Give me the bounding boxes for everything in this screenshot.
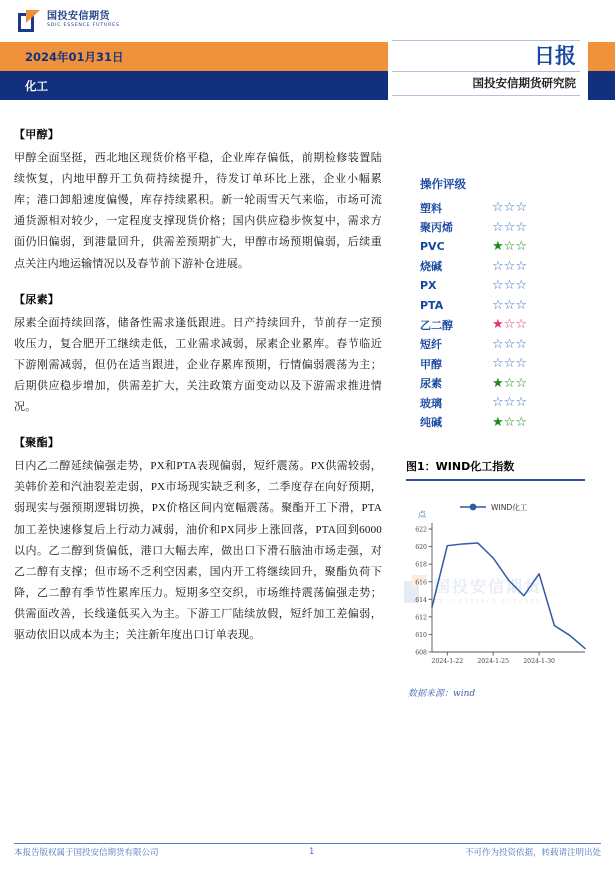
rating-stars (492, 240, 527, 253)
watermark-text-cn: 国投安信期货 (434, 577, 543, 596)
section-paragraph: 日内乙二醇延续偏强走势，PX和PTA表现偏弱，短纤震荡。PX供需较弱，美韩价差和汽油裂差走弱，PX市场现实缺乏利多，二季度存在向好预期，弱现实与强预期逻辑切换，PX价格区间内宽幅震荡。聚酯开工下滑，PTA加工差快速修复后上行动力减弱，油价和PX同步上涨回落，PTA回到6000以内。乙二醇到货偏低，港口大幅去库，做出口下滑石脑油市场走强，对乙二醇有支撑；但市场不乏利空因素，国内开工将继续回升，聚酯负荷下降，乙二醇有季节性累库压力。短期多空交织，市场维持震荡偏强走势；供需面改善，长线逢低买入为主。下游工厂陆续放假，短纤加工差偏弱，驱动依旧以成本为主；关注新年度出口订单表现。 (14, 460, 382, 642)
rating-row-pta (398, 296, 603, 316)
star-outline-icon: ☆ (515, 356, 527, 372)
header-rule-bottom (392, 95, 580, 96)
rating-row-短纤 (398, 335, 603, 355)
star-outline-icon: ☆ (503, 219, 516, 235)
rating-stars (492, 377, 527, 390)
star-outline-icon: ☆ (515, 200, 527, 216)
star-outline-icon: ☆ (503, 258, 516, 274)
star-outline-icon: ☆ (492, 278, 504, 294)
section-title: 【尿素】 (14, 293, 60, 306)
y-axis-tick-label: 614 (415, 596, 427, 604)
company-logo (18, 10, 120, 34)
x-axis-tick-label: 2024-1-30 (523, 657, 555, 665)
star-outline-icon: ☆ (503, 297, 516, 313)
rating-stars (492, 357, 527, 370)
rating-product-name: 乙二醇 (420, 318, 453, 332)
y-axis-tick-label: 618 (415, 561, 427, 569)
rating-stars (492, 260, 527, 273)
rating-stars (492, 299, 527, 312)
rating-row-甲醇 (398, 354, 603, 374)
star-outline-icon: ☆ (515, 317, 527, 333)
star-outline-icon: ☆ (515, 375, 527, 391)
chart-plot-area (398, 487, 593, 682)
rating-product-name: PVC (420, 240, 445, 254)
star-outline-icon: ☆ (503, 395, 516, 411)
star-filled-icon: ★ (492, 239, 504, 255)
category-bar (0, 71, 388, 100)
rating-product-name: PX (420, 279, 437, 293)
star-outline-icon: ☆ (515, 414, 527, 430)
logo-mark-icon (18, 10, 42, 34)
star-outline-icon: ☆ (503, 356, 516, 372)
rating-stars (492, 201, 527, 214)
star-filled-icon: ★ (492, 414, 504, 430)
y-axis-tick-label: 616 (415, 578, 427, 586)
report-date: 2024年01月31日 (25, 49, 124, 64)
star-outline-icon: ☆ (492, 336, 504, 352)
star-outline-icon: ☆ (503, 414, 516, 430)
y-axis-tick-label: 620 (415, 543, 427, 551)
star-outline-icon: ☆ (503, 200, 516, 216)
header-right-block (392, 40, 580, 96)
y-axis-unit-label: 点 (418, 509, 426, 519)
logo-name-cn: 国投安信期货 (47, 11, 110, 22)
y-axis-tick-label: 622 (415, 526, 427, 534)
rating-stars (492, 338, 527, 351)
section-urea (14, 291, 382, 419)
star-outline-icon: ☆ (503, 375, 516, 391)
rating-product-name: PTA (420, 298, 444, 312)
star-outline-icon: ☆ (492, 395, 504, 411)
chart-title-divider (406, 479, 585, 481)
star-outline-icon: ☆ (503, 317, 516, 333)
date-bar (0, 42, 388, 71)
star-outline-icon: ☆ (515, 395, 527, 411)
section-title: 【甲醇】 (14, 129, 60, 141)
star-outline-icon: ☆ (515, 278, 527, 294)
star-outline-icon: ☆ (503, 239, 516, 255)
rating-product-name: 纯碱 (420, 416, 442, 430)
star-outline-icon: ☆ (492, 356, 504, 372)
rating-stars (492, 279, 527, 292)
footer-copyright: 本报告版权属于国投安信期货有限公司 (14, 847, 159, 857)
rating-row-烧碱 (398, 257, 603, 277)
y-axis-tick-label: 608 (415, 649, 427, 657)
star-outline-icon: ☆ (492, 258, 504, 274)
star-filled-icon: ★ (492, 317, 504, 333)
rating-row-乙二醇 (398, 315, 603, 335)
x-axis-tick-label: 2024-1-25 (477, 657, 510, 665)
rating-list (398, 198, 603, 432)
star-filled-icon: ★ (492, 375, 504, 391)
chart-legend-label: WIND化工 (491, 502, 528, 512)
star-outline-icon: ☆ (515, 336, 527, 352)
star-outline-icon: ☆ (503, 336, 516, 352)
report-type: 日报 (534, 44, 576, 68)
chart-line-series (432, 543, 585, 648)
section-methanol (14, 126, 382, 275)
rating-product-name: 烧碱 (420, 260, 442, 274)
page-footer (14, 846, 601, 858)
chart-svg (398, 487, 593, 682)
rating-product-name: 聚丙烯 (420, 221, 453, 235)
chart-source: 数据来源：wind (408, 688, 476, 699)
rating-row-玻璃 (398, 393, 603, 413)
chart-figure (398, 458, 593, 699)
page-number: 1 (309, 847, 315, 857)
report-category: 化工 (25, 78, 48, 93)
section-paragraph: 尿素全面持续回落，储备性需求逢低跟进。日产持续回升，节前存一定预收压力，复合肥开工继续走低，工业需求减弱，尿素企业累库。春节临近下游刚需减弱，但仍在适当跟进，企业存累库预期，行情偏弱震荡为主；后期供应稳步增加，供需差扩大，关注政策方面变动以及下游需求推进情况。 (14, 316, 382, 414)
star-outline-icon: ☆ (515, 219, 527, 235)
report-body (14, 126, 382, 662)
rating-row-px (398, 276, 603, 296)
footer-disclaimer: 不可作为投资依据，转载请注明出处 (464, 847, 601, 857)
rating-stars (492, 318, 527, 331)
operation-rating-panel (398, 176, 603, 432)
star-outline-icon: ☆ (515, 297, 527, 313)
star-outline-icon: ☆ (492, 297, 504, 313)
rating-row-塑料 (398, 198, 603, 218)
rating-row-纯碱 (398, 413, 603, 433)
rating-product-name: 玻璃 (420, 396, 442, 410)
footer-divider (14, 843, 601, 844)
rating-product-name: 塑料 (420, 201, 442, 215)
watermark-text-en: SDIC ESSENCE FUTURES (434, 599, 542, 605)
rating-stars (492, 221, 527, 234)
y-axis-tick-label: 612 (415, 613, 427, 621)
right-edge-strip (588, 42, 615, 100)
rating-stars (492, 416, 527, 429)
section-polyester (14, 434, 382, 646)
star-outline-icon: ☆ (503, 278, 516, 294)
star-outline-icon: ☆ (492, 200, 504, 216)
star-outline-icon: ☆ (515, 258, 527, 274)
x-axis-tick-label: 2024-1-22 (431, 657, 464, 665)
logo-name-en: SDIC ESSENCE FUTURES (47, 23, 120, 28)
section-title: 【聚酯】 (14, 437, 60, 450)
rating-row-尿素 (398, 374, 603, 394)
rating-product-name: 尿素 (420, 377, 442, 391)
section-paragraph: 甲醇全面坚挺，西北地区现货价格平稳，企业库存偏低，前期检修装置陆续恢复，内地甲醇开工负荷持续提升，待发订单环比上涨，企业小幅累库；港口卸船速度偏慢，库存持续累积。新一轮雨雪天气来临，市场可流通货源相对较少，一定程度支撑现货价格；国内供应稳步恢复中，需求方面仍旧偏弱，到港量回升，供需差预期扩大，甲醇市场预期偏弱，后续重点关注内地运输情况以及春节前下游补仓进展。 (14, 152, 382, 270)
rating-stars (492, 396, 527, 409)
rating-product-name: 甲醇 (420, 357, 442, 371)
rating-row-pvc (398, 237, 603, 257)
y-axis-tick-label: 610 (415, 631, 427, 639)
chart-title: 图1：WIND化工指数 (406, 460, 515, 473)
rating-product-name: 短纤 (420, 338, 442, 352)
star-outline-icon: ☆ (515, 239, 527, 255)
star-outline-icon: ☆ (492, 219, 504, 235)
institute-name: 国投安信期货研究院 (472, 76, 576, 91)
rating-row-聚丙烯 (398, 218, 603, 238)
rating-panel-title: 操作评级 (420, 177, 466, 191)
